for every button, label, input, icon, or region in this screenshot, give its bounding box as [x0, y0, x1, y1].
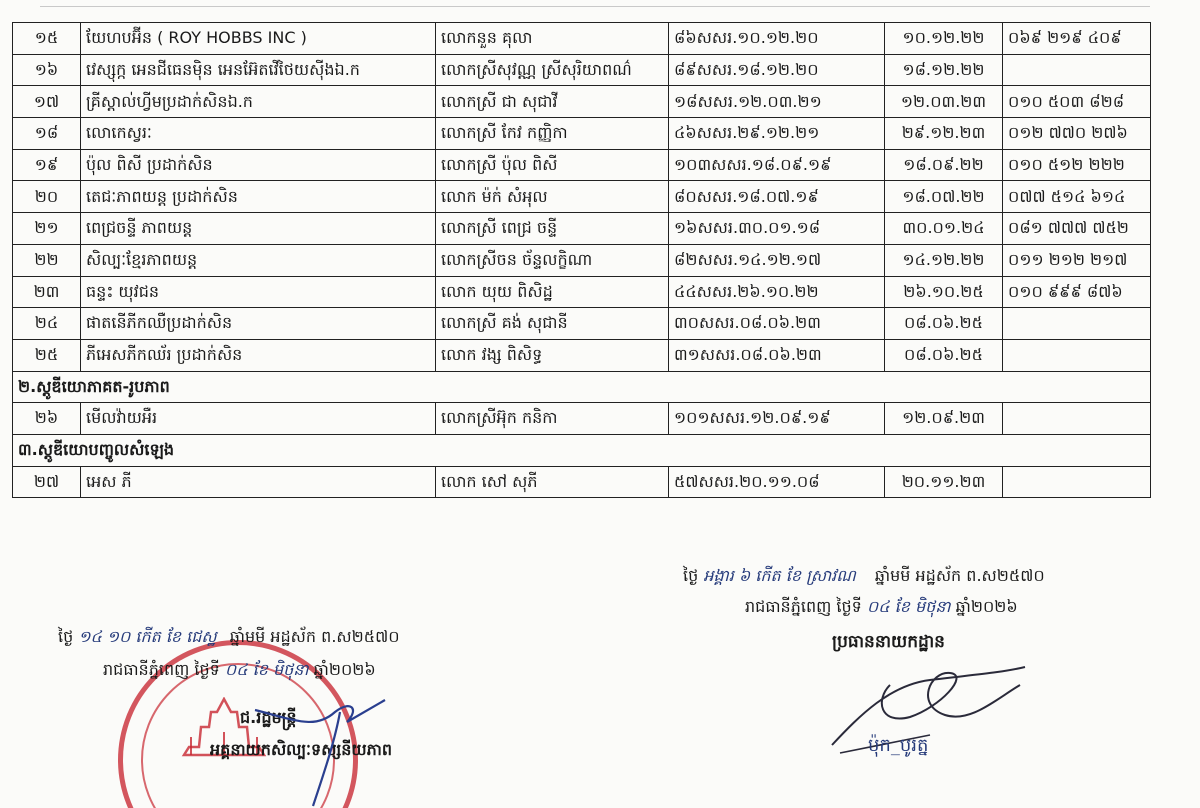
office-label: ជ.រដ្ឋមន្ត្រី	[240, 708, 297, 727]
cell-expiry: ២៩.១២.២៣	[885, 118, 1003, 150]
city-date-line-right	[745, 597, 1018, 616]
lunar-date-line-right	[683, 566, 1045, 585]
cell-phone: ០១០ ៥០៣ ៨២៨	[1003, 86, 1151, 118]
cell-permit: ១៨សសរ.១២.០៣.២១	[669, 86, 885, 118]
section-title-image-studio: ២.ស្ដូឌីយោភាគត-រូបភាព	[13, 371, 1151, 403]
section-row	[13, 371, 1151, 403]
table-row	[13, 276, 1151, 308]
department-title: អគ្គនាយកសិល្បៈទស្សនីយភាព	[210, 740, 392, 759]
cell-number: ២៥	[13, 339, 81, 371]
cell-permit: ១០១សសរ.១២.០៩.១៩	[669, 403, 885, 435]
table-row	[13, 403, 1151, 435]
cell-phone: ០៨១ ៧៧៧ ៧៥២	[1003, 213, 1151, 245]
cell-phone	[1003, 308, 1151, 340]
cell-expiry: ១៤.១២.២២	[885, 244, 1003, 276]
lunar-year: ឆ្នាំមមី អដ្ឋស័ក ព.ស២៥៧០	[229, 627, 400, 646]
cell-number: ២០	[13, 181, 81, 213]
cell-expiry: ១៨.០៩.២២	[885, 149, 1003, 181]
lunar-year: ឆ្នាំមមី អដ្ឋស័ក ព.ស២៥៧០	[874, 566, 1045, 585]
angkor-temple-icon	[179, 697, 269, 757]
year-label: ឆ្នាំ២០២៦	[313, 660, 376, 679]
section-row	[13, 434, 1151, 466]
cell-permit: ៣១សសរ.០៨.០៦.២៣	[669, 339, 885, 371]
cell-company: អេស ភី	[81, 466, 436, 498]
director-name: ប៉ុក_បូរត្ន	[868, 735, 929, 756]
handwritten-day-month: ០៤ ខែ មិថុនា	[224, 660, 309, 679]
scan-edge-line	[40, 6, 1150, 7]
cell-permit: ៨០សសរ.១៨.០៧.១៩	[669, 181, 885, 213]
handwritten-day-month: ០៤ ខែ មិថុនា	[866, 597, 951, 616]
cell-company: យែហបអ៊ីន ( ROY HOBBS INC )	[81, 23, 436, 55]
cell-company: ប៉ុល ពិសី ប្រដាក់សិន	[81, 149, 436, 181]
cell-number: ១៥	[13, 23, 81, 55]
cell-owner: លោកនួន គុលា	[436, 23, 669, 55]
cell-expiry: ១០.១២.២២	[885, 23, 1003, 55]
cell-number: ២១	[13, 213, 81, 245]
cell-owner: លោក យុយ ពិសិដ្ឋ	[436, 276, 669, 308]
section-title-sound-studio: ៣.ស្ដូឌីយោបញ្ចូលសំឡេង	[13, 434, 1151, 466]
cell-phone: ០៦៩ ២១៩ ៤០៩	[1003, 23, 1151, 55]
cell-expiry: ០៨.០៦.២៥	[885, 339, 1003, 371]
cell-owner: លោកស្រី កែវ កញ្ញិកា	[436, 118, 669, 150]
registry-table-body	[13, 23, 1151, 498]
table-row	[13, 23, 1151, 55]
cell-number: ២៦	[13, 403, 81, 435]
cell-permit: ១៦សសរ.៣០.០១.១៨	[669, 213, 885, 245]
cell-company: ផាតនើភីកឈឺប្រដាក់សិន	[81, 308, 436, 340]
table-row	[13, 466, 1151, 498]
table-row	[13, 181, 1151, 213]
cell-permit: ១០៣សសរ.១៨.០៩.១៩	[669, 149, 885, 181]
cell-permit: ៨៩សសរ.១៨.១២.២០	[669, 54, 885, 86]
cell-phone: ០១២ ៧៧០ ២៧៦	[1003, 118, 1151, 150]
cell-number: ១៧	[13, 86, 81, 118]
cell-company: លោកេស្វរៈ	[81, 118, 436, 150]
cell-expiry: ១២.០៣.២៣	[885, 86, 1003, 118]
cell-expiry: ១៨.១២.២២	[885, 54, 1003, 86]
official-stamp	[118, 640, 358, 808]
cell-number: ១៨	[13, 118, 81, 150]
cell-owner: លោក ម៉ក់ សំអុល	[436, 181, 669, 213]
cell-number: ២៣	[13, 276, 81, 308]
table-row	[13, 339, 1151, 371]
cell-company: ធន្ទះ យុវជន	[81, 276, 436, 308]
table-row	[13, 54, 1151, 86]
table-row	[13, 149, 1151, 181]
cell-permit: ៣០សសរ.០៨.០៦.២៣	[669, 308, 885, 340]
table-row	[13, 213, 1151, 245]
city-date-label: រាជធានីភ្នំពេញ ថ្ងៃទី	[103, 660, 220, 679]
cell-owner: លោកស្រីសុវណ្ណ ស្រីសុរិយាពណ៌	[436, 54, 669, 86]
cell-company: គ្រីស្តាល់ហ្វីមប្រដាក់សិនឯ.ក	[81, 86, 436, 118]
table-row	[13, 118, 1151, 150]
table-row	[13, 244, 1151, 276]
cell-number: ២៤	[13, 308, 81, 340]
cell-permit: ៨៦សសរ.១០.១២.២០	[669, 23, 885, 55]
cell-permit: ៤៤សសរ.២៦.១០.២២	[669, 276, 885, 308]
cell-expiry: ២៦.១០.២៥	[885, 276, 1003, 308]
year-label: ឆ្នាំ២០២៦	[955, 597, 1018, 616]
cell-phone: ០១០ ៥១២ ២២២	[1003, 149, 1151, 181]
cell-company: វេស្សុក្ក អេនជីធេនម៉ិន អេនអ៊ែតវើថៃយស៊ីងឯ.ក	[81, 54, 436, 86]
cell-number: ២៧	[13, 466, 81, 498]
lunar-date-label: ថ្ងៃ	[58, 627, 74, 646]
cell-owner: លោកស្រី ពេជ្រ ចន្ទី	[436, 213, 669, 245]
cell-phone	[1003, 339, 1151, 371]
cell-owner: លោក សៅ សុភី	[436, 466, 669, 498]
cell-expiry: ២០.១១.២៣	[885, 466, 1003, 498]
cell-company: តេជៈភាពយន្ត ប្រដាក់សិន	[81, 181, 436, 213]
cell-company: មើលវ៉ាយអឺរ	[81, 403, 436, 435]
cell-permit: ៨២សសរ.១៤.១២.១៧	[669, 244, 885, 276]
cell-number: ២២	[13, 244, 81, 276]
cell-number: ១៦	[13, 54, 81, 86]
cell-owner: លោកស្រី ប៉ុល ពិសី	[436, 149, 669, 181]
table-row	[13, 86, 1151, 118]
cell-expiry: ៣០.០១.២៤	[885, 213, 1003, 245]
cell-phone: ០១០ ៩៩៩ ៨៧៦	[1003, 276, 1151, 308]
cell-company: សិល្បៈខ្មែរភាពយន្ត	[81, 244, 436, 276]
lunar-date-label: ថ្ងៃ	[683, 566, 699, 585]
handwritten-lunar-date: អង្គារ ៦ កេីត ខែ ស្រាវណ	[703, 566, 856, 585]
cell-expiry: ១២.០៩.២៣	[885, 403, 1003, 435]
cell-phone: ០៧៧ ៥១៤ ៦១៤	[1003, 181, 1151, 213]
cell-phone	[1003, 466, 1151, 498]
cell-permit: ៤៦សសរ.២៩.១២.២១	[669, 118, 885, 150]
cell-owner: លោកស្រី ជា សុជាវី	[436, 86, 669, 118]
cell-company: ពេជ្រចន្ទី ភាពយន្ត	[81, 213, 436, 245]
cell-owner: លោកស្រី គង់ សុជានី	[436, 308, 669, 340]
cell-permit: ៥៧សសរ.២០.១១.០៨	[669, 466, 885, 498]
cell-owner: លោកស្រីចន ច័ន្ទលក្ខិណា	[436, 244, 669, 276]
cell-expiry: ០៨.០៦.២៥	[885, 308, 1003, 340]
director-signature	[820, 645, 1040, 755]
city-date-label: រាជធានីភ្នំពេញ ថ្ងៃទី	[745, 597, 862, 616]
cell-number: ១៩	[13, 149, 81, 181]
cell-expiry: ១៨.០៧.២២	[885, 181, 1003, 213]
registry-table	[12, 22, 1151, 498]
handwritten-lunar-date: ១៤ ១០ កេីត ខែ ជេស្ឋ	[78, 627, 217, 646]
cell-phone	[1003, 54, 1151, 86]
cell-company: ភីអេសភីកឈ័រ ប្រដាក់សិន	[81, 339, 436, 371]
cell-phone: ០១១ ២១២ ២១៧	[1003, 244, 1151, 276]
cell-owner: លោក វង្ស ពិសិទ្ធ	[436, 339, 669, 371]
table-row	[13, 308, 1151, 340]
cell-phone	[1003, 403, 1151, 435]
director-title: ប្រធាននាយកដ្ឋាន	[832, 632, 945, 652]
cell-owner: លោកស្រីអ៊ុក កនិកា	[436, 403, 669, 435]
